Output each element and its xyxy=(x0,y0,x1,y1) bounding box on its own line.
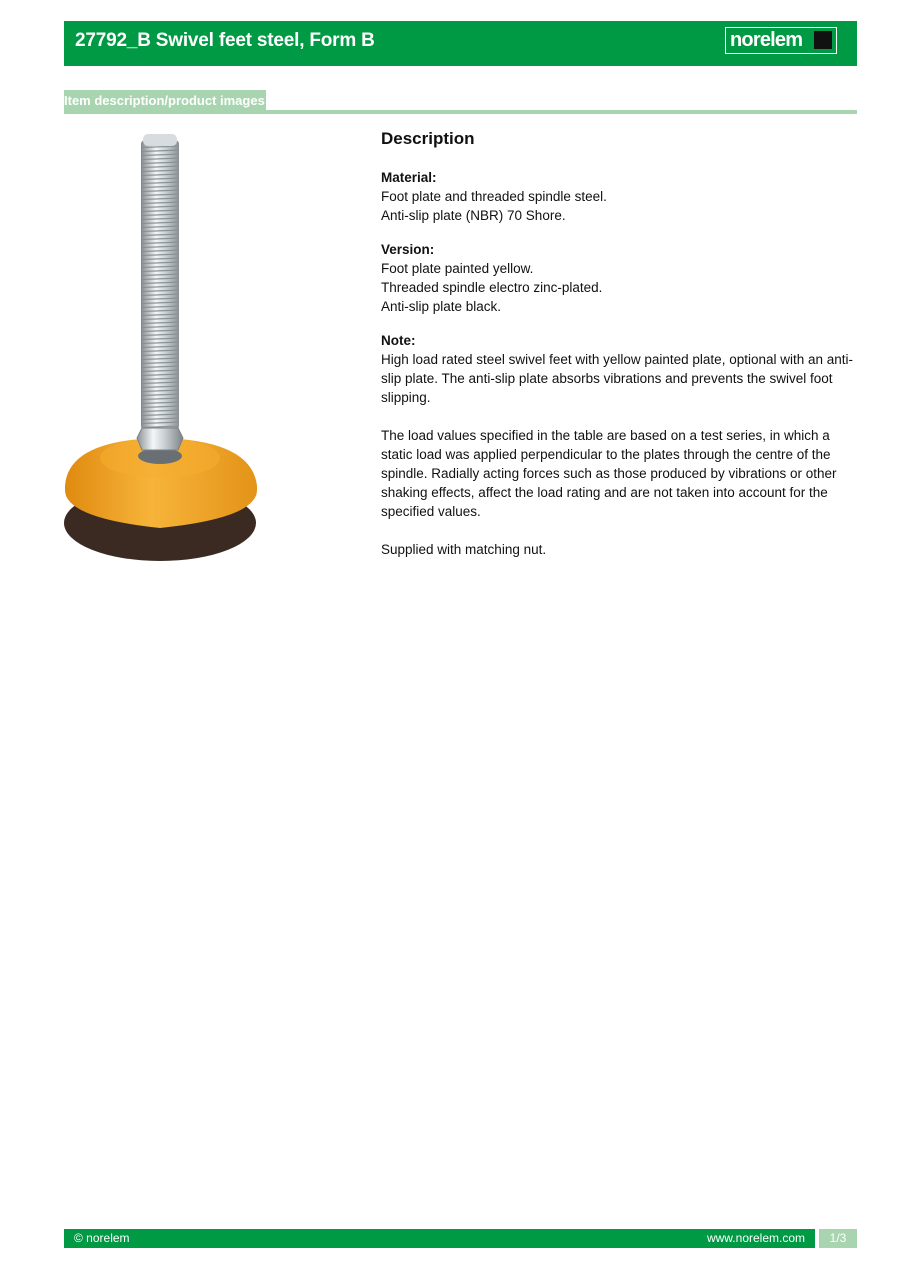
logo-text: norelem xyxy=(730,29,803,51)
copyright: © norelem xyxy=(74,1231,130,1245)
header-bar xyxy=(64,21,857,66)
footer-bar xyxy=(64,1229,815,1248)
version-line: Anti-slip plate black. xyxy=(381,299,502,314)
product-image xyxy=(62,128,262,568)
page-title: 27792_B Swivel feet steel, Form B xyxy=(75,30,375,51)
section-tab: Item description/product images xyxy=(64,90,266,111)
material-label: Material: xyxy=(381,170,437,185)
spindle-tip xyxy=(143,134,177,146)
page-number: 1/3 xyxy=(819,1229,857,1248)
material-line: Anti-slip plate (NBR) 70 Shore. xyxy=(381,208,566,223)
note-paragraph: High load rated steel swivel feet with yellow painted plate, optional with an anti-slip plate. The anti-slip plate absorbs vibrations and prevents the swivel foot slipping. xyxy=(381,352,854,405)
hex-nut xyxy=(137,428,183,450)
version-line: Foot plate painted yellow. xyxy=(381,261,534,276)
description-heading: Description xyxy=(381,129,475,148)
version-label: Version: xyxy=(381,242,435,257)
material-line: Foot plate and threaded spindle steel. xyxy=(381,189,607,204)
version-line: Threaded spindle electro zinc-plated. xyxy=(381,280,603,295)
description-panel xyxy=(381,127,857,578)
threaded-spindle xyxy=(141,140,179,430)
note-paragraph: The load values specified in the table are based on a test series, in which a static load was applied perpendicular to the plates through the centre of the spindle. Radially acting forces such as those produced by vibrations or other shaking effects, affect the load rating and are not taken into account for the specified values. xyxy=(381,428,837,519)
note-paragraph: Supplied with matching nut. xyxy=(381,542,547,557)
website-link[interactable]: www.norelem.com xyxy=(706,1231,805,1245)
note-label: Note: xyxy=(381,333,416,348)
material-block xyxy=(381,168,857,225)
note-block xyxy=(381,331,857,559)
logo-block xyxy=(814,31,832,49)
version-block xyxy=(381,240,857,316)
norelem-logo xyxy=(725,27,837,54)
